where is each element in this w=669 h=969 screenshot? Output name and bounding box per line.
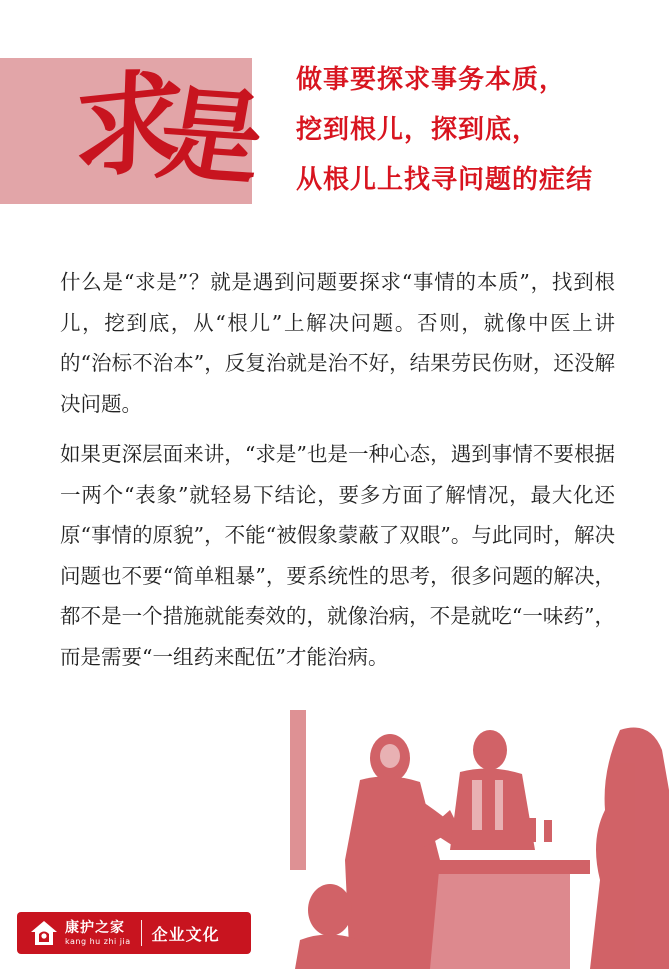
meeting-photo-illustration <box>290 710 669 969</box>
brand-section-label: 企业文化 <box>151 924 220 944</box>
headline-line-2: 挖到根儿，探到底， <box>296 115 540 145</box>
paragraph-1: 什么是“求是”？就是遇到问题要探求“事情的本质”，找到根儿，挖到底，从“根儿”上解决问题。否则，就像中医上讲的“治标不治本”，反复治就是治不好，结果劳民伤财，还没解决问题。 <box>60 270 615 416</box>
headline <box>296 55 656 205</box>
brand-name: 康护之家 <box>65 919 125 936</box>
headline-line-1: 做事要探求事务本质， <box>296 65 567 95</box>
body-text <box>60 262 615 687</box>
brand-names <box>65 921 131 946</box>
paragraph-2: 如果更深层面来讲，“求是”也是一种心态，遇到事情不要根据一两个“表象”就轻易下结论，要多方面了解情况，最大化还原“事情的原貌”，不能“被假象蒙蔽了双眼”。与此同时，解决问题也不要“简单粗暴”，要系统性的思考，很多问题的解决，都不是一个措施就能奏效的，就像治病，不是就吃“一味药”，而是需要“一组药来配伍”才能治病。 <box>60 442 615 669</box>
brand-pinyin: kang hu zhi jia <box>65 936 131 946</box>
title-calligraphy <box>72 52 273 212</box>
brand-divider <box>141 920 142 946</box>
title-char-qiu: 求 <box>72 53 186 196</box>
title-char-shi: 是 <box>149 74 273 200</box>
brand-footer-badge <box>17 912 251 954</box>
headline-line-3: 从根儿上找寻问题的症结 <box>296 165 594 195</box>
house-logo-icon <box>29 918 59 948</box>
